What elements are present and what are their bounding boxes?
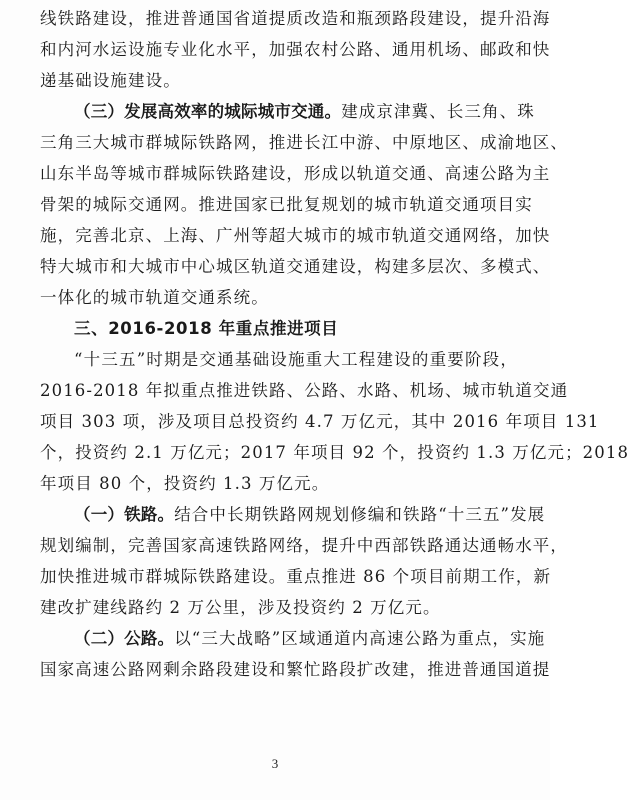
text-line [40, 499, 546, 530]
text-line [40, 592, 518, 623]
text-line [40, 189, 533, 220]
text-line [40, 220, 551, 251]
line-text: “十三五”时期是交通基础设施重大工程建设的重要阶段， [74, 350, 518, 369]
line-text: 结合中长期铁路网规划修编和铁路“十三五”发展 [174, 505, 546, 524]
line-text: 和内河水运设施专业化水平，加强农村公路、通用机场、邮政和快 [40, 40, 551, 59]
text-line [40, 127, 568, 158]
line-text: 山东半岛等城市群城际铁路建设，形成以轨道交通、高速公路为主 [40, 164, 551, 183]
line-text: 线铁路建设，推进普通国省道提质改造和瓶颈路段建设，提升沿海 [40, 9, 551, 28]
document-body [40, 3, 629, 685]
text-line [40, 34, 551, 65]
text-line [40, 561, 552, 592]
section-heading: 三、2016-2018 年重点推进项目 [74, 319, 339, 338]
line-text: 个，投资约 2.1 万亿元；2017 年项目 92 个，投资约 1.3 万亿元；2018 [40, 443, 629, 462]
page-number: 3 [271, 756, 279, 771]
text-line [40, 437, 629, 468]
text-line [40, 96, 535, 127]
subsection-title: （三）发展高效率的城际城市交通。 [74, 102, 342, 121]
text-line [40, 654, 551, 685]
text-line [40, 65, 518, 96]
line-text: 骨架的城际交通网。推进国家已批复规划的城市轨道交通项目实 [40, 195, 533, 214]
text-line [40, 344, 518, 375]
line-text: 三角三大城市群城际铁路网，推进长江中游、中原地区、成渝地区、 [40, 133, 568, 152]
text-line [40, 282, 518, 313]
line-text: 施，完善北京、上海、广州等超大城市的城市轨道交通网络，加快 [40, 226, 551, 245]
text-line [40, 406, 600, 437]
line-text: 年项目 80 个，投资约 1.3 万亿元。 [40, 474, 330, 493]
line-text: 项目 303 项，涉及项目总投资约 4.7 万亿元，其中 2016 年项目 131 [40, 412, 600, 431]
line-text: 建改扩建线路约 2 万公里，涉及投资约 2 万亿元。 [40, 598, 441, 617]
text-line [40, 468, 518, 499]
line-text: 特大城市和大城市中心城区轨道交通建设，构建多层次、多模式、 [40, 257, 551, 276]
line-text: 2016-2018 年拟重点推进铁路、公路、水路、机场、城市轨道交通 [40, 381, 569, 400]
line-text: 加快推进城市群城际铁路建设。重点推进 86 个项目前期工作，新 [40, 567, 552, 586]
subsection-title: （二）公路。 [74, 629, 175, 648]
text-line [40, 3, 551, 34]
text-line [40, 158, 551, 189]
line-text: 以“三大战略”区域通道内高速公路为重点，实施 [174, 629, 546, 648]
text-line [40, 530, 568, 561]
line-text: 规划编制，完善国家高速铁路网络，提升中西部铁路通达通畅水平， [40, 536, 568, 555]
line-text: 国家高速公路网剩余路段建设和繁忙路段扩改建，推进普通国道提 [40, 660, 551, 679]
text-line [40, 251, 551, 282]
line-text: 建成京津冀、长三角、珠 [341, 102, 535, 121]
text-line [40, 375, 569, 406]
text-line [40, 623, 546, 654]
line-text: 一体化的城市轨道交通系统。 [40, 288, 269, 307]
subsection-title: （一）铁路。 [74, 505, 175, 524]
line-text: 递基础设施建设。 [40, 71, 181, 90]
